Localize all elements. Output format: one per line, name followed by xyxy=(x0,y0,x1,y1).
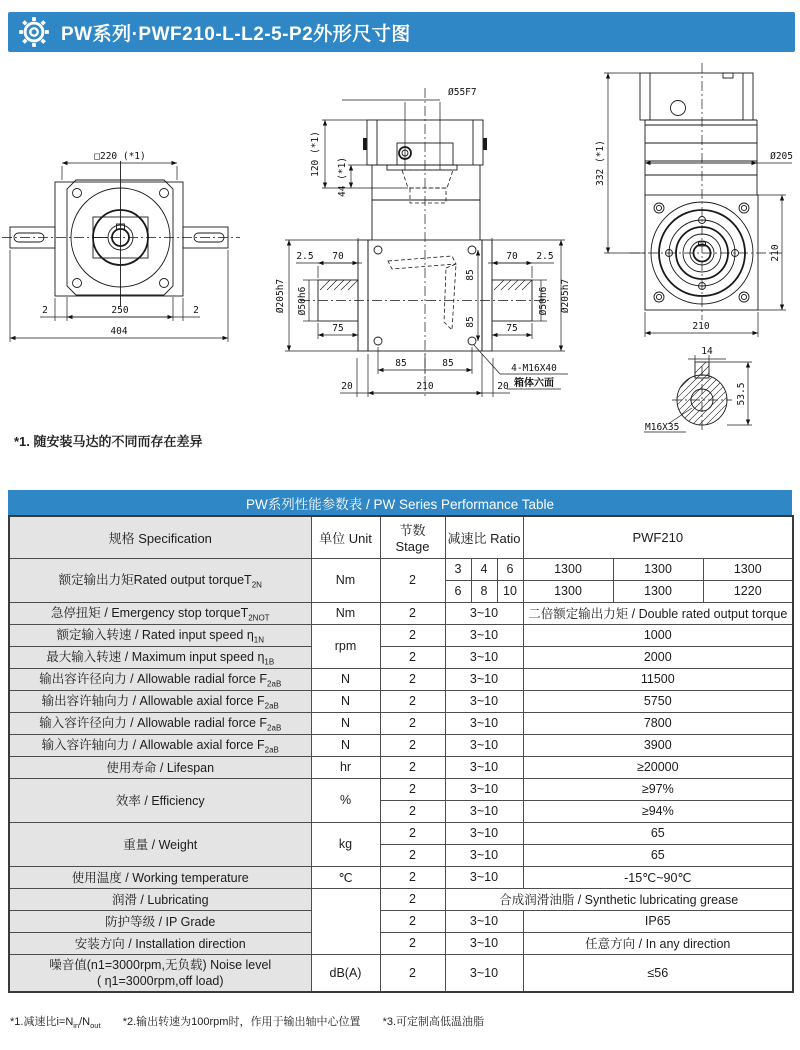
unit-cell: hr xyxy=(311,756,380,778)
spec-cell: 最大输入转速 / Maximum input speed $\eta_{1B}$ xyxy=(9,646,311,668)
unit-cell: % xyxy=(311,778,380,822)
ratio-cell: 3~10 xyxy=(445,756,523,778)
dim-label: 14 xyxy=(701,346,713,357)
page-title: PW系列·PWF210-L-L2-5-P2外形尺寸图 xyxy=(61,23,411,45)
ratio-cell: 3~10 xyxy=(445,954,523,992)
table-title: PW系列性能参数表 / PW Series Performance Table xyxy=(8,490,792,515)
value-cell: 2000 xyxy=(523,646,793,668)
ratio-cell: 4 xyxy=(471,558,497,580)
stage-cell: 2 xyxy=(380,866,445,888)
table-row xyxy=(9,668,793,690)
callout-label: 箱体六面 xyxy=(514,378,554,389)
footer-note-3: *3.可定制高低温油脂 xyxy=(382,1016,485,1028)
dim-label: Ø50h6 xyxy=(538,286,549,316)
performance-table-section xyxy=(8,490,792,993)
value-cell: 65 xyxy=(523,822,793,844)
ratio-cell: 3~10 xyxy=(445,668,523,690)
value-cell: ≥94% xyxy=(523,800,793,822)
dim-label: 85 xyxy=(442,358,454,369)
dim-label: 250 xyxy=(111,305,129,316)
stage-cell: 2 xyxy=(380,954,445,992)
stage-cell: 2 xyxy=(380,932,445,954)
spec-cell: 输入容许轴向力 / Allowable axial force $F_{2aB}$ xyxy=(9,734,311,756)
performance-table xyxy=(8,515,794,993)
spec-cell: 安装方向 / Installation direction xyxy=(9,932,311,954)
dim-label: Ø205h7 xyxy=(560,278,571,314)
stage-cell: 2 xyxy=(380,668,445,690)
ratio-cell: 3~10 xyxy=(445,778,523,800)
dim-label: 210 xyxy=(770,244,781,262)
spec-cell: 额定输入转速 / Rated input speed $\eta_{1N}$ xyxy=(9,624,311,646)
ratio-cell: 6 xyxy=(445,580,471,602)
dim-label: 120 (*1) xyxy=(310,131,321,177)
header-ratio: 减速比 Ratio xyxy=(445,516,523,558)
table-row xyxy=(9,954,793,992)
spec-cell: 输出容许轴向力 / Allowable axial force $F_{2aB}$ xyxy=(9,690,311,712)
stage-cell: 2 xyxy=(380,800,445,822)
stage-cell: 2 xyxy=(380,778,445,800)
dim-label: 20 xyxy=(341,381,353,392)
ratio-cell: 3~10 xyxy=(445,822,523,844)
ratio-cell: 3~10 xyxy=(445,866,523,888)
value-cell: 7800 xyxy=(523,712,793,734)
unit-cell: ℃ xyxy=(311,866,380,888)
footer-notes xyxy=(10,1013,484,1030)
dim-label: 53.5 xyxy=(736,382,747,406)
table-row xyxy=(9,866,793,888)
shaft-section-drawing xyxy=(636,346,773,433)
dim-label: 70 xyxy=(506,251,518,262)
stage-cell: 2 xyxy=(380,756,445,778)
value-cell: 1300 xyxy=(703,558,793,580)
spec-cell: 效率 / Efficiency xyxy=(9,778,311,822)
ratio-cell: 3~10 xyxy=(445,646,523,668)
header-model: PWF210 xyxy=(523,516,793,558)
dim-label: Ø55F7 xyxy=(448,87,477,98)
ratio-cell: 3~10 xyxy=(445,690,523,712)
unit-cell: kg xyxy=(311,822,380,866)
front-view-drawing xyxy=(2,151,240,342)
table-row xyxy=(9,712,793,734)
dim-label: 210 xyxy=(692,321,710,332)
dim-label: Ø205h7 xyxy=(275,278,286,314)
footer-note-2: *2.输出转速为100rpm时，作用于输出轴中心位置 xyxy=(122,1016,361,1028)
ratio-cell: 3~10 xyxy=(445,734,523,756)
unit-cell: N xyxy=(311,668,380,690)
value-cell: -15℃~90℃ xyxy=(523,866,793,888)
table-row xyxy=(9,932,793,954)
value-cell: 5750 xyxy=(523,690,793,712)
stage-cell: 2 xyxy=(380,602,445,624)
spec-cell: 输出容许径向力 / Allowable radial force $F_{2aB}$ xyxy=(9,668,311,690)
value-cell: 1000 xyxy=(523,624,793,646)
table-row xyxy=(9,624,793,646)
value-cell: 合成润滑油脂 / Synthetic lubricating grease xyxy=(445,888,793,910)
dim-label: Ø50h6 xyxy=(297,286,308,316)
spec-cell: 输入容许径向力 / Allowable radial force $F_{2aB}$ xyxy=(9,712,311,734)
unit-cell: N xyxy=(311,712,380,734)
ratio-cell: 3~10 xyxy=(445,624,523,646)
spec-cell: 额定输出力矩Rated output torqueT$_{2N}$ xyxy=(9,558,311,602)
dim-label: □220 (*1) xyxy=(94,151,146,162)
top-view-drawing xyxy=(595,63,793,337)
dim-label: 2 xyxy=(42,305,48,316)
stage-cell: 2 xyxy=(380,646,445,668)
unit-cell: N xyxy=(311,690,380,712)
value-cell: 1220 xyxy=(703,580,793,602)
dim-label: 2 xyxy=(193,305,199,316)
ratio-cell: 3~10 xyxy=(445,932,523,954)
dim-label: 85 xyxy=(395,358,407,369)
dim-label: Ø205 xyxy=(770,151,793,162)
unit-cell: N xyxy=(311,734,380,756)
value-cell: ≤56 xyxy=(523,954,793,992)
value-cell: 11500 xyxy=(523,668,793,690)
unit-cell: rpm xyxy=(311,624,380,668)
value-cell: ≥97% xyxy=(523,778,793,800)
spec-cell: 防护等级 / IP Grade xyxy=(9,910,311,932)
table-row xyxy=(9,602,793,624)
table-row xyxy=(9,778,793,800)
value-cell: ≥20000 xyxy=(523,756,793,778)
table-row xyxy=(9,734,793,756)
callout-label: 4-M16X40 xyxy=(511,363,557,374)
stage-cell: 2 xyxy=(380,734,445,756)
value-cell: 65 xyxy=(523,844,793,866)
stage-cell: 2 xyxy=(380,822,445,844)
value-cell: 1300 xyxy=(523,558,613,580)
value-cell: 1300 xyxy=(613,580,703,602)
unit-cell-empty xyxy=(311,888,380,954)
table-row xyxy=(9,690,793,712)
spec-cell: 重量 / Weight xyxy=(9,822,311,866)
spec-cell: 使用温度 / Working temperature xyxy=(9,866,311,888)
dim-label: 75 xyxy=(332,323,344,334)
table-row xyxy=(9,910,793,932)
ratio-cell: 3~10 xyxy=(445,910,523,932)
dim-label: 2.5 xyxy=(296,251,314,262)
header-spec: 规格 Specification xyxy=(9,516,311,558)
dim-label: 210 xyxy=(416,381,434,392)
stage-cell: 2 xyxy=(380,712,445,734)
value-cell: 3900 xyxy=(523,734,793,756)
stage-cell: 2 xyxy=(380,690,445,712)
ratio-cell: 3~10 xyxy=(445,844,523,866)
ratio-cell: 6 xyxy=(497,558,523,580)
dim-label: 70 xyxy=(332,251,344,262)
header-stage: 节数 Stage xyxy=(380,516,445,558)
table-row xyxy=(9,646,793,668)
ratio-cell: 3 xyxy=(445,558,471,580)
unit-cell: Nm xyxy=(311,558,380,602)
value-cell: 任意方向 / In any direction xyxy=(523,932,793,954)
stage-cell: 2 xyxy=(380,624,445,646)
table-row xyxy=(9,822,793,844)
value-cell: 1300 xyxy=(613,558,703,580)
dim-label: 85 xyxy=(465,316,476,328)
drawing-note: *1. 随安装马达的不同而存在差异 xyxy=(14,434,203,449)
dimension-drawings xyxy=(0,58,800,486)
stage-cell: 2 xyxy=(380,910,445,932)
table-row xyxy=(9,756,793,778)
dim-label: 20 xyxy=(497,381,509,392)
dim-label: 44 (*1) xyxy=(337,156,348,198)
dim-label: 2.5 xyxy=(536,251,554,262)
table-row xyxy=(9,558,793,580)
gear-icon xyxy=(17,15,51,49)
value-cell: IP65 xyxy=(523,910,793,932)
spec-cell: 使用寿命 / Lifespan xyxy=(9,756,311,778)
page-header-banner xyxy=(8,12,795,52)
stage-cell: 2 xyxy=(380,888,445,910)
stage-cell: 2 xyxy=(380,844,445,866)
dim-label: M16X35 xyxy=(645,422,680,433)
ratio-cell: 3~10 xyxy=(445,800,523,822)
header-unit: 单位 Unit xyxy=(311,516,380,558)
ratio-cell: 10 xyxy=(497,580,523,602)
spec-cell: 润滑 / Lubricating xyxy=(9,888,311,910)
ratio-cell: 3~10 xyxy=(445,602,523,624)
footer-note-1: *1.减速比$i=N_{in}/N_{out}$ xyxy=(10,1016,101,1031)
side-view-drawing xyxy=(275,87,571,397)
stage-cell: 2 xyxy=(380,558,445,602)
dim-label: 85 xyxy=(465,269,476,281)
unit-cell: dB(A) xyxy=(311,954,380,992)
unit-cell: Nm xyxy=(311,602,380,624)
ratio-cell: 3~10 xyxy=(445,712,523,734)
value-cell: 二倍额定输出力矩 / Double rated output torque xyxy=(523,602,793,624)
dim-label: 404 xyxy=(110,326,128,337)
spec-cell: 噪音值(n1=3000rpm,无负载) Noise level ( η1=3000rpm,off load) xyxy=(9,954,311,992)
ratio-cell: 8 xyxy=(471,580,497,602)
table-row xyxy=(9,888,793,910)
dim-label: 332 (*1) xyxy=(595,140,606,186)
value-cell: 1300 xyxy=(523,580,613,602)
dim-label: 75 xyxy=(506,323,518,334)
spec-cell: 急停扭矩 / Emergency stop torqueT$_{2NOT}$ xyxy=(9,602,311,624)
